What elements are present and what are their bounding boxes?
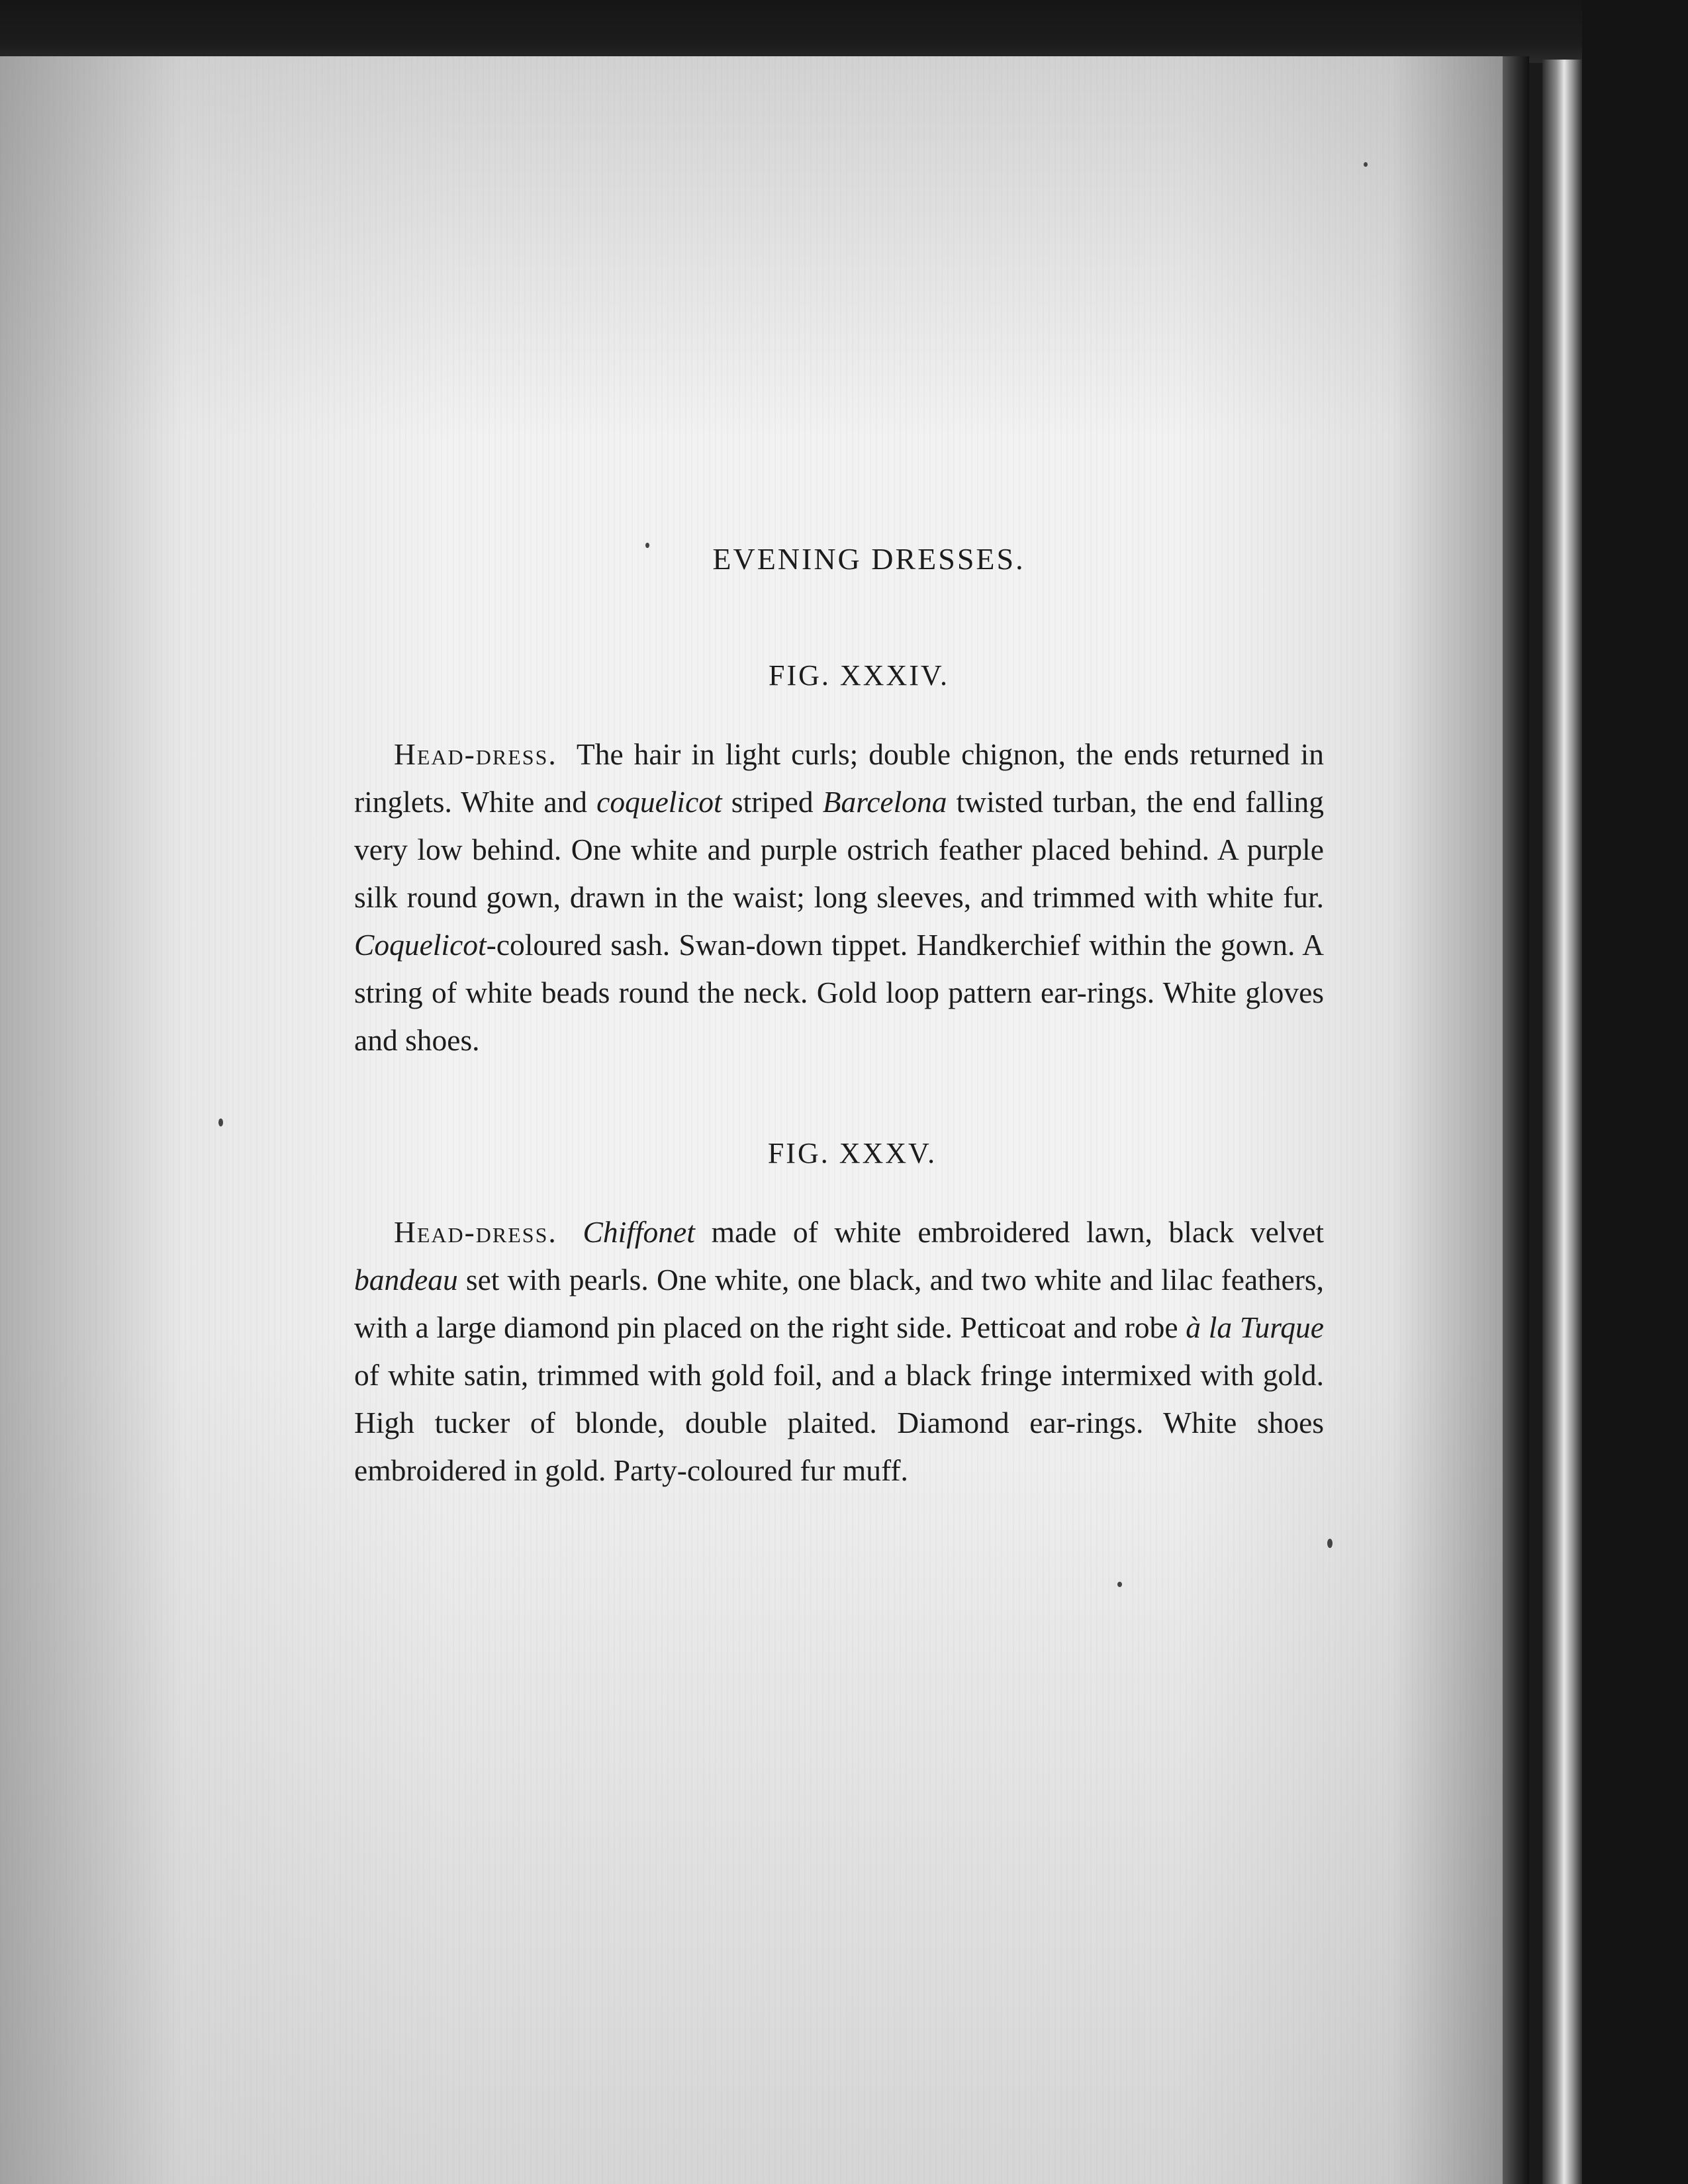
- text-run: The hair in light curls; double chignon, the ends returned in ringlets. White and: [354, 737, 1324, 819]
- text-block: [354, 536, 1324, 1494]
- italic-term: bandeau: [354, 1263, 458, 1297]
- text-run: set with pearls. One white, one black, and two white and lilac feathers, with a large diamond pin placed on the right side. Petticoat and robe: [354, 1263, 1324, 1344]
- lead-head-dress: Head-dress.: [394, 737, 557, 771]
- ink-speck: [1327, 1539, 1333, 1548]
- page-heading: EVENING DRESSES.: [712, 542, 1025, 576]
- top-shadow: [0, 0, 1688, 63]
- description-text: [354, 737, 1324, 1057]
- ink-speck: [1117, 1582, 1122, 1587]
- italic-term: coquelicot: [596, 785, 722, 819]
- page-edge-shadow: [1503, 56, 1529, 2184]
- figure-title-xxxv: FIG. XXXV.: [767, 1137, 937, 1169]
- description-text: [354, 1215, 1324, 1487]
- italic-term: Chiffonet: [583, 1215, 695, 1249]
- text-run: of white satin, trimmed with gold foil, and a black fringe intermixed with gold. High tucker of blonde, double plaited. Diamond ear-rings. White shoes embroidered in gold. Party-coloured fur muff.: [354, 1358, 1324, 1487]
- figure-description-xxxv: [354, 1208, 1324, 1494]
- text-run: made of white embroidered lawn, black velvet: [694, 1215, 1325, 1249]
- figure-title-xxxiv: FIG. XXXIV.: [769, 659, 949, 692]
- figure-description-xxxiv: [354, 731, 1324, 1064]
- text-run: striped: [722, 785, 823, 819]
- book-binding-strip: [1542, 60, 1582, 2184]
- text-run: -coloured sash. Swan-down tippet. Handkerchief within the gown. A string of white beads round the neck. Gold loop pattern ear-rings. White gloves and shoes.: [354, 928, 1324, 1057]
- italic-term: Coquelicot: [354, 928, 487, 962]
- italic-term: Barcelona: [822, 785, 947, 819]
- text-run: twisted turban, the end falling very low behind. One white and purple ostrich feather placed behind. A purple silk round gown, drawn in the waist; long sleeves, and trimmed with white fur.: [354, 785, 1324, 914]
- scanner-background: [1582, 0, 1688, 2184]
- italic-term: à la Turque: [1186, 1310, 1324, 1344]
- lead-head-dress: Head-dress.: [394, 1215, 557, 1249]
- ink-speck: [1364, 162, 1368, 167]
- text-run: [567, 1215, 583, 1249]
- ink-speck: [218, 1118, 223, 1126]
